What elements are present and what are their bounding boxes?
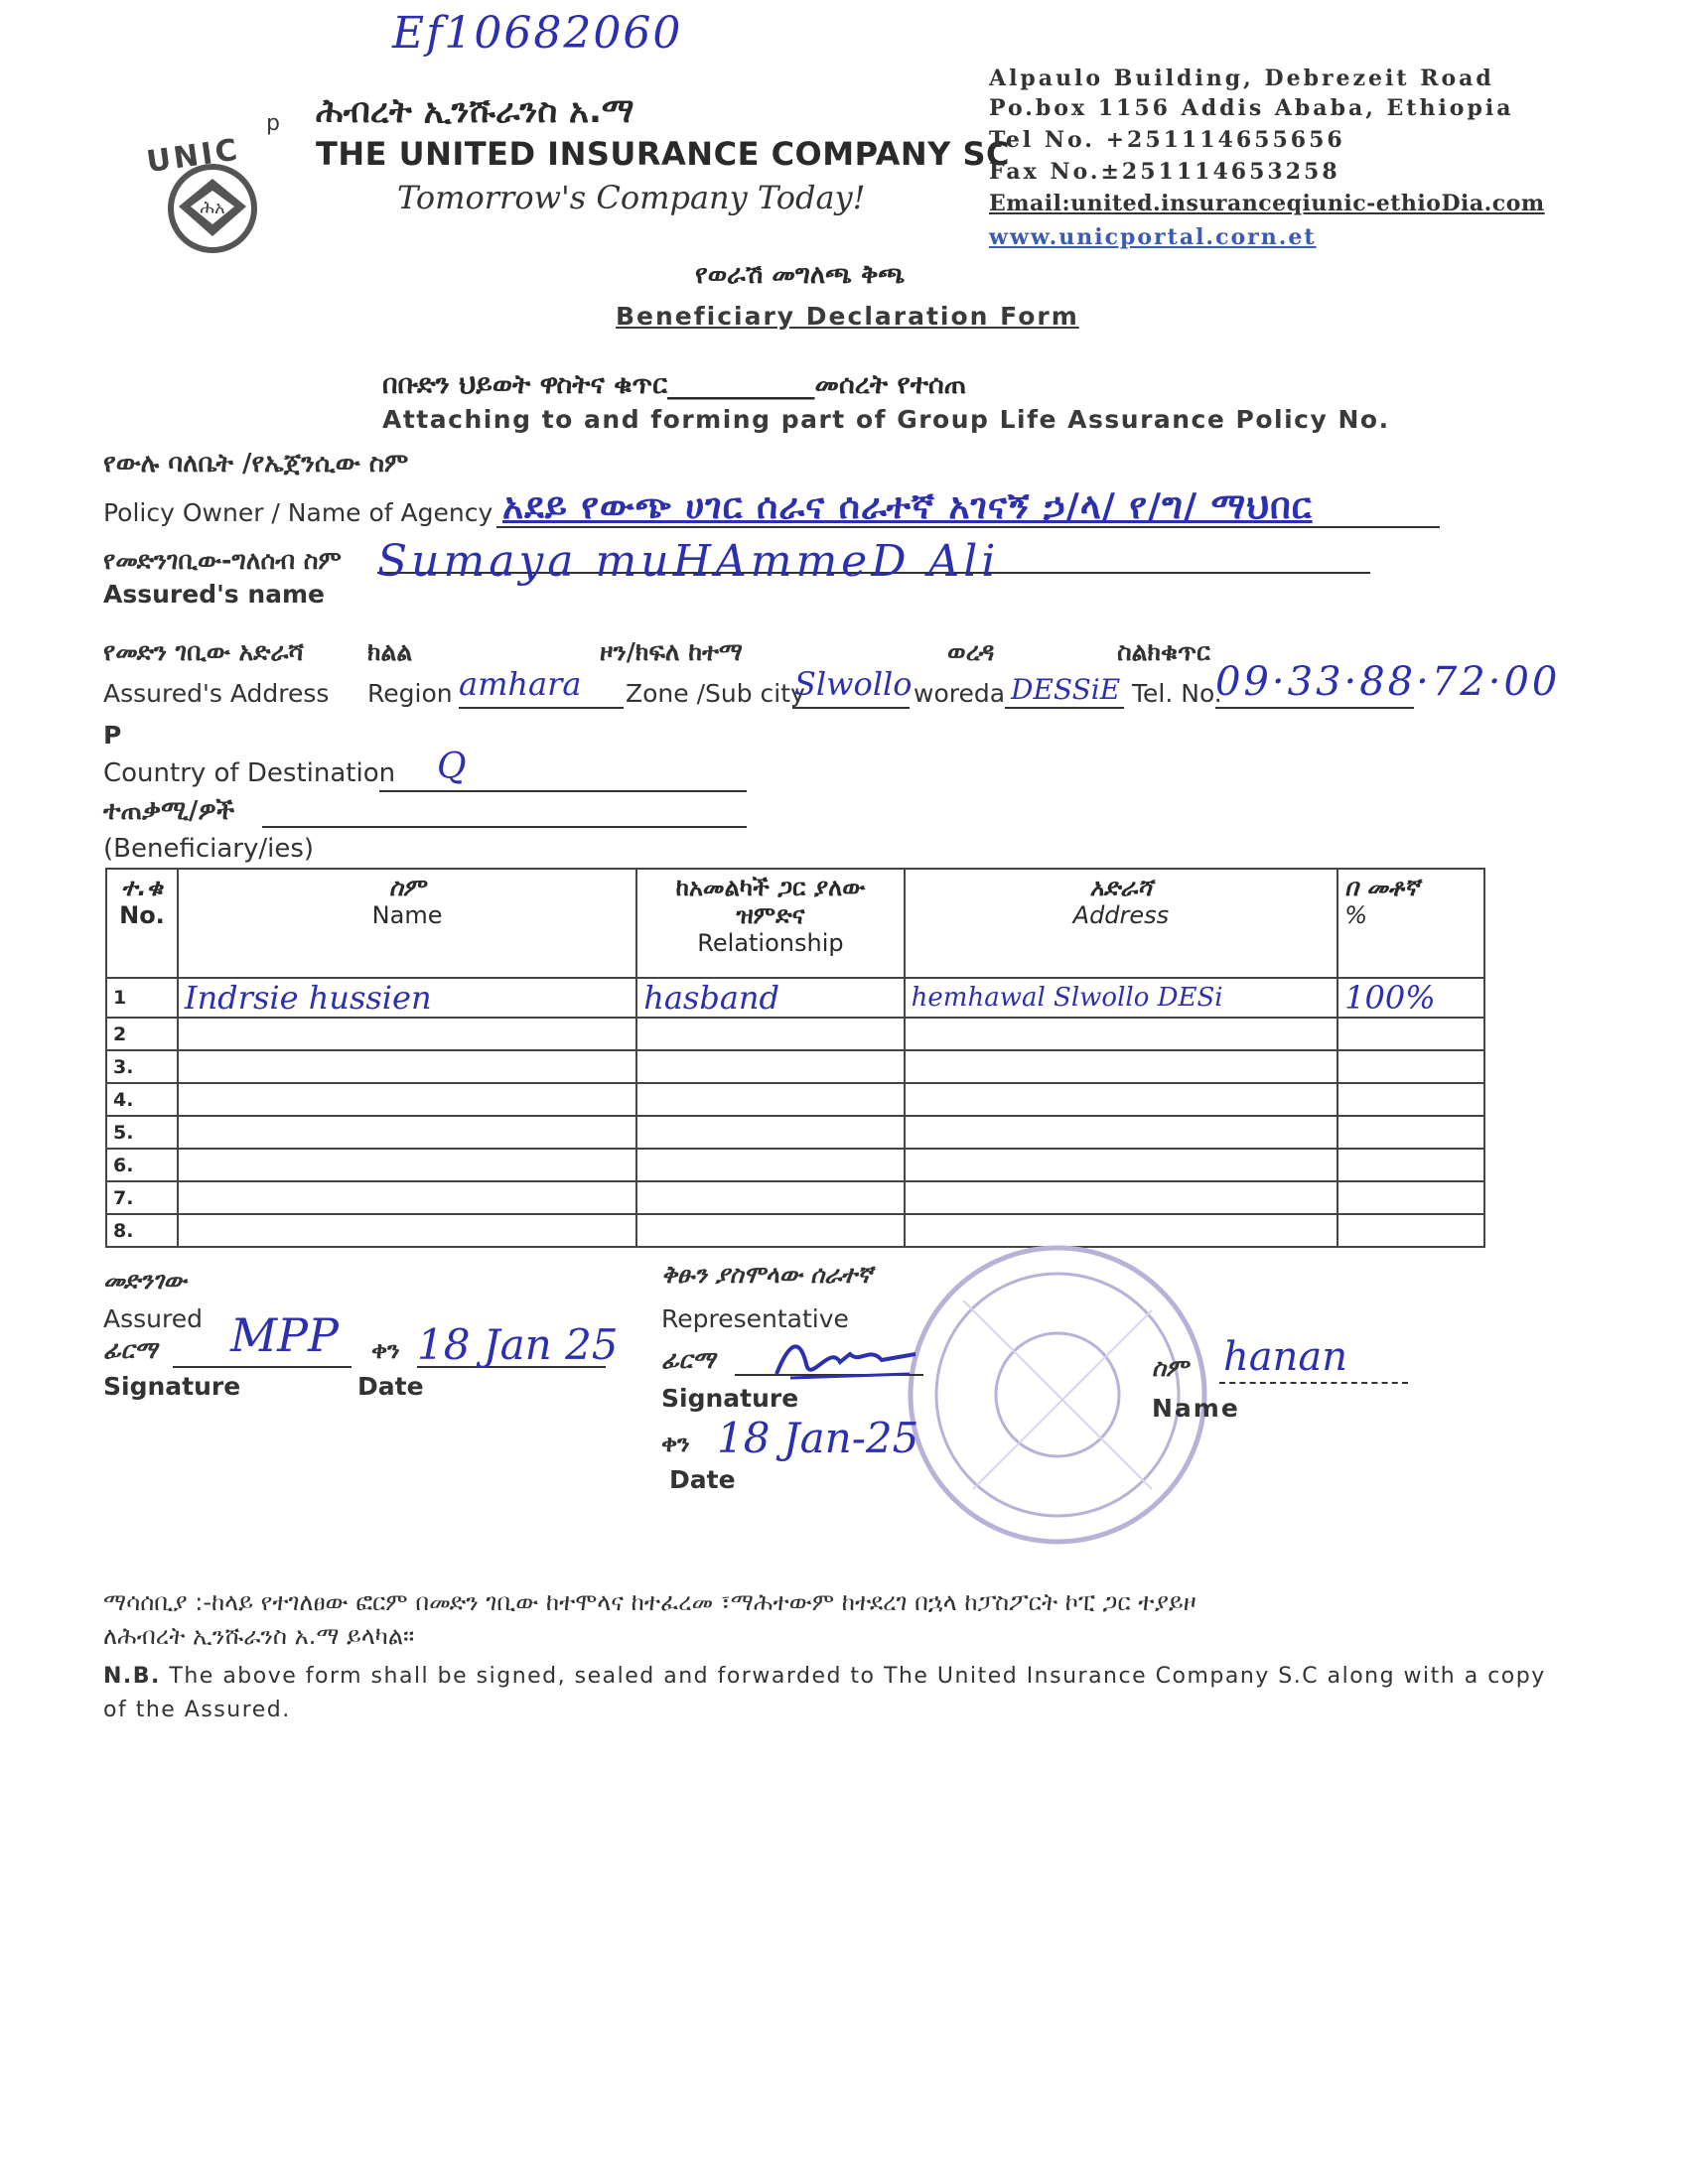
region-label: Region [367, 679, 453, 708]
col-addr-am: አድራሻ [1089, 874, 1153, 901]
beneficiary-table [105, 868, 1485, 1248]
row-address[interactable]: hemhawal Slwollo DESi [905, 978, 1338, 1018]
company-name-amharic: ሕብረት ኢንሹራንስ አ.ማ [316, 91, 634, 131]
address-label-amharic: የመድን ገቢው አድራሻ [103, 637, 304, 666]
row-name[interactable] [178, 1214, 636, 1247]
note-amharic-line-2: ለሕብረት ኢንሹራንስ አ.ማ ይላካል። [103, 1622, 415, 1650]
row-no: 5. [106, 1116, 178, 1149]
contact-website-link[interactable]: www.unicportal.corn.et [989, 224, 1317, 250]
date-label: Date [357, 1372, 424, 1401]
col-rel-am-1: ከአመልካች ጋር ያለው [675, 874, 866, 901]
row-percent[interactable] [1337, 1018, 1484, 1050]
row-no: 3. [106, 1050, 178, 1083]
owner-label-amharic: የውሉ ባለቤት /የኤጀንሲው ስም [103, 449, 409, 478]
row-relationship[interactable] [636, 1214, 904, 1247]
region-value[interactable]: amhara [459, 665, 582, 703]
row-percent[interactable] [1337, 1149, 1484, 1181]
assured-signature-value[interactable]: MPP [230, 1308, 340, 1362]
logo-text: UNIC [144, 132, 243, 181]
row-address[interactable] [905, 1149, 1338, 1181]
zone-underline [792, 707, 910, 709]
company-tagline: Tomorrow's Company Today! [397, 179, 866, 216]
woreda-label: woreda [914, 679, 1006, 708]
assured-name-value[interactable]: Sumaya muHAmmeD Ali [377, 536, 1000, 587]
woreda-value[interactable]: DESSiE [1011, 673, 1121, 706]
rep-signature-label: Signature [661, 1384, 799, 1413]
contact-pobox: Po.box 1156 Addis Ababa, Ethiopia [989, 95, 1514, 121]
beneficiary-label-amharic: ተጠቃሚ/ዎች [103, 796, 235, 826]
contact-address: Alpaulo Building, Debrezeit Road [989, 66, 1494, 91]
row-relationship[interactable] [636, 1116, 904, 1149]
zone-label-amharic: ዞን/ክፍለ ከተማ [600, 637, 743, 666]
table-row [106, 1149, 1484, 1181]
address-label: Assured's Address [103, 679, 330, 708]
table-row [106, 1083, 1484, 1116]
col-name-am: ስም [388, 874, 426, 901]
col-name [178, 869, 636, 978]
note-nb: N.B. [103, 1664, 161, 1689]
row-address[interactable] [905, 1116, 1338, 1149]
tel-underline [1215, 707, 1414, 709]
contact-email-link[interactable]: Email:united.insuranceqiunic-ethioDia.com [989, 191, 1545, 216]
row-percent[interactable]: 100% [1337, 978, 1484, 1018]
col-no-en: No. [119, 901, 165, 929]
row-relationship[interactable] [636, 1018, 904, 1050]
p-mark: P [103, 721, 122, 750]
row-relationship[interactable] [636, 1083, 904, 1116]
note-english [103, 1660, 1553, 1727]
policy-line-amharic: በቡድን ህይወት ዋስትና ቁጥር___________መሰረት የተሰጠ [382, 369, 967, 400]
woreda-label-amharic: ወረዳ [947, 637, 995, 666]
owner-label: Policy Owner / Name of Agency [103, 498, 493, 527]
col-pct-am: በ መቶኛ [1344, 874, 1419, 901]
signature-label: Signature [103, 1372, 241, 1401]
row-relationship[interactable] [636, 1149, 904, 1181]
rep-name-label-amharic: ስም [1152, 1354, 1189, 1382]
col-relationship [636, 869, 904, 978]
region-label-amharic: ክልል [367, 637, 413, 666]
table-header-row [106, 869, 1484, 978]
row-relationship[interactable]: hasband [636, 978, 904, 1018]
table-row [106, 1050, 1484, 1083]
assured-label: Assured [103, 1304, 203, 1333]
row-no: 2 [106, 1018, 178, 1050]
form-title-amharic: የወራሽ መግለጫ ቅጫ [695, 260, 906, 290]
representative-label-amharic: ቅፁን ያስሞላው ሰራተኛ [661, 1261, 873, 1289]
table-row [106, 978, 1484, 1018]
owner-value[interactable]: አደይ የውጭ ሀገር ሰራና ሰራተኛ አገናኝ ኃ/ላ/ የ/ግ/ ማህበር [502, 486, 1313, 527]
zone-value[interactable]: Slwollo [794, 665, 913, 703]
rep-date-label: Date [669, 1465, 736, 1494]
contact-tel: Tel No. +251114655656 [989, 127, 1345, 153]
col-pct-en: % [1344, 901, 1367, 929]
col-addr-en: Address [1072, 901, 1170, 929]
region-underline [459, 707, 624, 709]
rep-name-label: Name [1152, 1394, 1240, 1423]
beneficiary-underline [262, 826, 747, 828]
svg-text:ሕአ: ሕአ [200, 198, 225, 218]
row-no: 4. [106, 1083, 178, 1116]
signature-label-amharic: ፊርማ [103, 1336, 158, 1364]
col-no [106, 869, 178, 978]
company-name: THE UNITED INSURANCE COMPANY SC [316, 135, 1010, 173]
row-relationship[interactable] [636, 1050, 904, 1083]
row-no: 7. [106, 1181, 178, 1214]
rep-signature-scribble[interactable] [771, 1334, 919, 1386]
form-title: Beneficiary Declaration Form [616, 302, 1079, 331]
row-name[interactable] [178, 1018, 636, 1050]
rep-date-value[interactable]: 18 Jan-25 [717, 1414, 919, 1462]
row-name[interactable] [178, 1083, 636, 1116]
table-row [106, 1181, 1484, 1214]
row-percent[interactable] [1337, 1083, 1484, 1116]
representative-label: Representative [661, 1304, 849, 1333]
row-address[interactable] [905, 1050, 1338, 1083]
row-name[interactable] [178, 1116, 636, 1149]
col-name-en: Name [371, 901, 443, 929]
table-row [106, 1018, 1484, 1050]
row-percent[interactable] [1337, 1214, 1484, 1247]
logo-mark: p [266, 111, 280, 136]
assured-name-label-amharic: የመድንገቢው-ግለሰብ ስም [103, 546, 342, 575]
row-name[interactable] [178, 1181, 636, 1214]
country-label: Country of Destination [103, 758, 396, 788]
col-percent [1337, 869, 1484, 978]
zone-label: Zone /Sub city [626, 679, 805, 708]
note-amharic-line-1: ማሳሰቢያ :-ከላይ የተገለፀው ፎርም በመድን ገቢው ከተሞላና ከተፈረመ ፣ማሕተውም ከተደረገ በኋላ ከፓስፖርት ኮፒ ጋር ተያይዞ [103, 1588, 1196, 1616]
row-no: 1 [106, 978, 178, 1018]
row-no: 8. [106, 1214, 178, 1247]
date-label-amharic: ቀን [371, 1336, 400, 1364]
row-address[interactable] [905, 1181, 1338, 1214]
rep-name-value[interactable]: hanan [1223, 1334, 1347, 1380]
col-no-am: ተ.ቁ [121, 874, 163, 901]
table-row [106, 1214, 1484, 1247]
tel-label-amharic: ስልክቁጥር [1117, 637, 1210, 666]
row-name[interactable] [178, 1149, 636, 1181]
row-no: 6. [106, 1149, 178, 1181]
row-name[interactable]: Indrsie hussien [178, 978, 636, 1018]
country-value[interactable]: Q [437, 747, 467, 787]
assured-name-label: Assured's name [103, 580, 325, 609]
row-relationship[interactable] [636, 1181, 904, 1214]
contact-fax: Fax No.±251114653258 [989, 159, 1340, 185]
rep-signature-label-amharic: ፊርማ [661, 1346, 716, 1374]
row-percent[interactable] [1337, 1116, 1484, 1149]
col-rel-en: Relationship [697, 929, 844, 957]
row-name[interactable] [178, 1050, 636, 1083]
tel-label: Tel. No. [1132, 679, 1222, 708]
assured-signature-line [173, 1366, 352, 1368]
col-rel-am-2: ዝምድና [736, 901, 805, 929]
tel-value[interactable]: 09·33·88·72·00 [1215, 659, 1561, 705]
assured-label-amharic: መድንገው [103, 1267, 187, 1295]
rep-name-line [1219, 1382, 1408, 1384]
country-underline [379, 790, 747, 792]
reference-number: Ef10682060 [392, 8, 683, 59]
beneficiary-label: (Beneficiary/ies) [103, 834, 315, 864]
table-row [106, 1116, 1484, 1149]
col-address [905, 869, 1338, 978]
note-text: The above form shall be signed, sealed and forwarded to The United Insurance Company S.C along with a copy of the Assured. [103, 1664, 1546, 1722]
row-address[interactable] [905, 1083, 1338, 1116]
unic-logo [139, 129, 288, 258]
row-address[interactable] [905, 1018, 1338, 1050]
row-percent[interactable] [1337, 1181, 1484, 1214]
rep-date-label-amharic: ቀን [661, 1430, 690, 1457]
policy-line: Attaching to and forming part of Group Life Assurance Policy No. [382, 405, 1390, 434]
row-percent[interactable] [1337, 1050, 1484, 1083]
woreda-underline [1005, 707, 1124, 709]
assured-date-value[interactable]: 18 Jan 25 [417, 1320, 619, 1369]
